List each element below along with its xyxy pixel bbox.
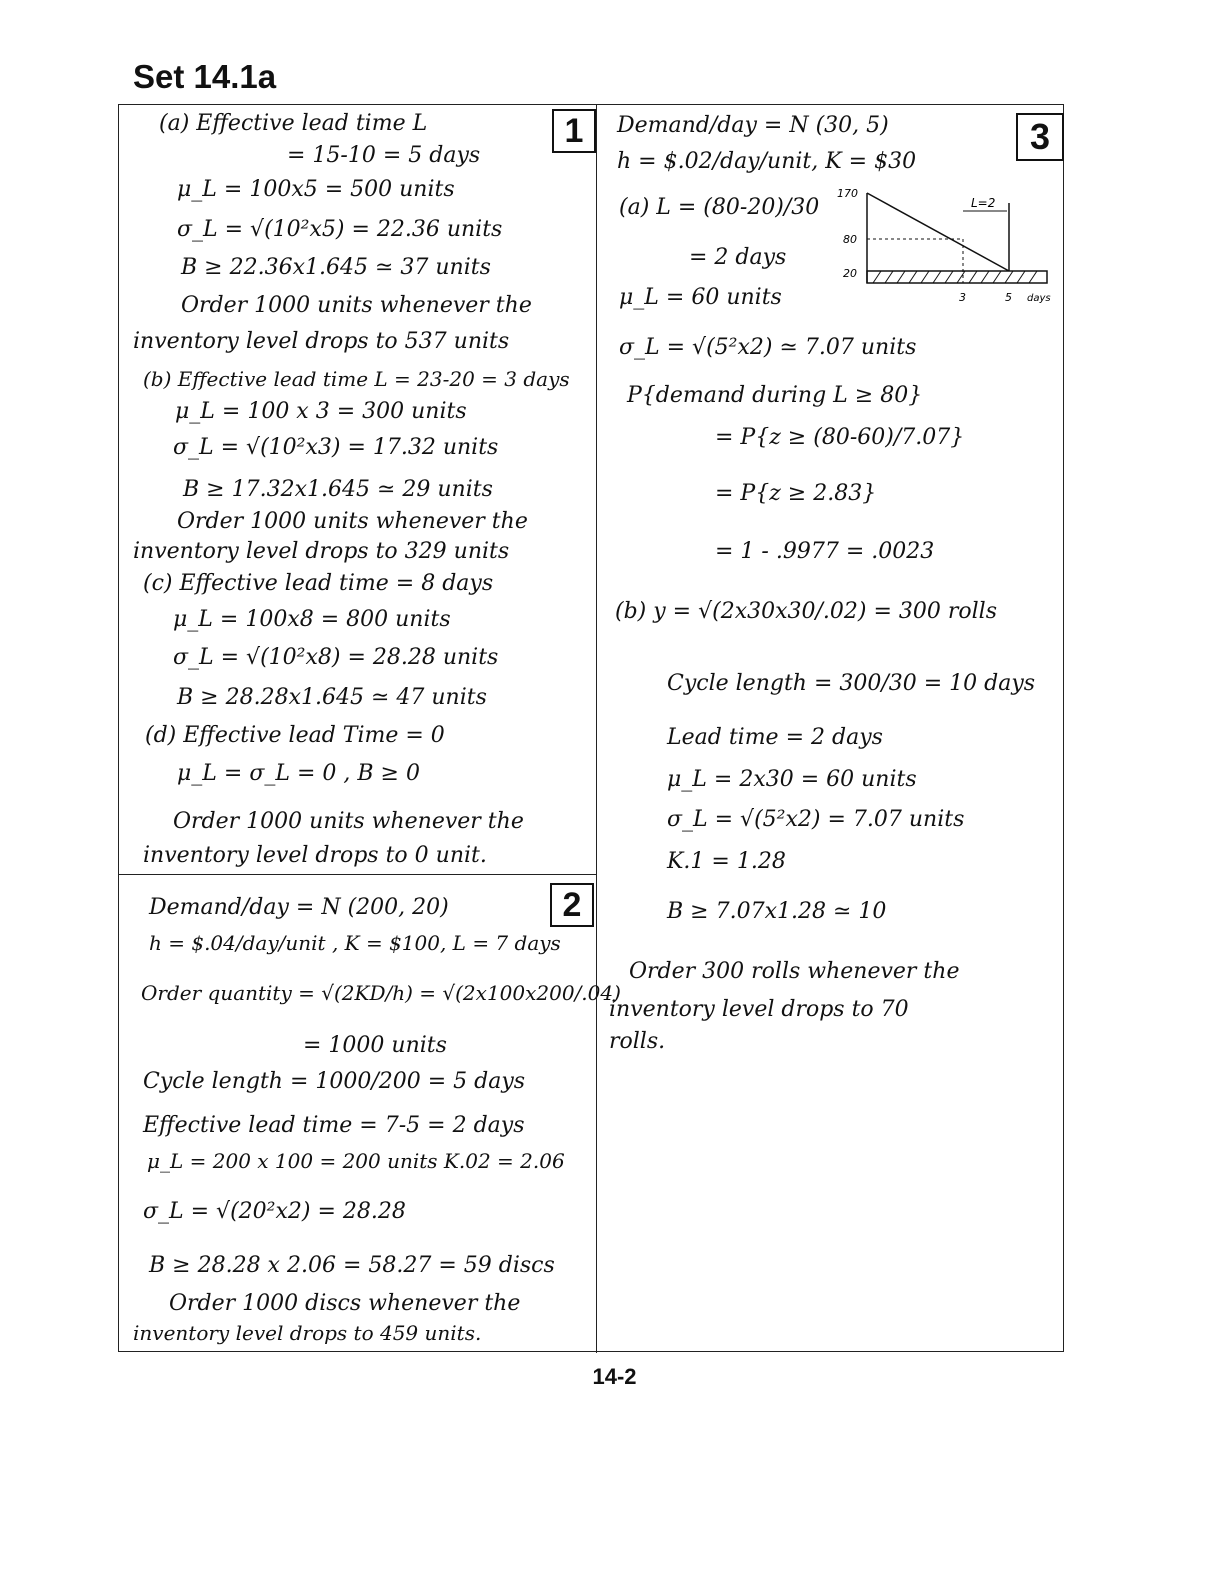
sketch-y-label: 170 <box>837 187 858 200</box>
problem-3-line: B ≥ 7.07x1.28 ≃ 10 <box>667 899 887 924</box>
problem-3-line: Demand/day = N (30, 5) <box>617 113 889 138</box>
problem-2-line: Effective lead time = 7-5 = 2 days <box>143 1113 525 1138</box>
sketch-x-label: days <box>1027 293 1051 304</box>
page-title: Set 14.1a <box>133 58 277 95</box>
problem-3-number-box: 3 <box>1016 113 1064 161</box>
problem-1-line: B ≥ 22.36x1.645 ≃ 37 units <box>181 255 491 280</box>
safety-stock-band <box>867 271 1047 283</box>
problem-1-line: B ≥ 28.28x1.645 ≃ 47 units <box>177 685 487 710</box>
problem-1-line: inventory level drops to 329 units <box>133 539 510 564</box>
problem-1-line: μ_L = 100x5 = 500 units <box>177 177 455 202</box>
problem-3-line: σ_L = √(5²x2) = 7.07 units <box>667 807 965 832</box>
problem-2-line: B ≥ 28.28 x 2.06 = 58.27 = 59 discs <box>149 1253 555 1278</box>
problem-3-line: rolls. <box>609 1029 666 1054</box>
problem-1-line: μ_L = 100 x 3 = 300 units <box>175 399 467 424</box>
problem-1-line: Order 1000 units whenever the <box>177 509 528 534</box>
problem-3-line: K.1 = 1.28 <box>667 849 786 874</box>
problem-3-line: Order 300 rolls whenever the <box>629 959 960 984</box>
problem-1-line: B ≥ 17.32x1.645 ≃ 29 units <box>183 477 493 502</box>
problem-3-line: = P{z ≥ (80-60)/7.07} <box>715 425 965 450</box>
page-number: 14-2 <box>592 1364 637 1389</box>
problem-1-line: σ_L = √(10²x8) = 28.28 units <box>173 645 499 670</box>
problem-1-line: μ_L = σ_L = 0 , B ≥ 0 <box>177 761 420 786</box>
problem-2-line: μ_L = 200 x 100 = 200 units K.02 = 2.06 <box>147 1149 565 1173</box>
problem-3-line: h = $.02/day/unit, K = $30 <box>617 149 917 174</box>
problem-1-number-box: 1 <box>552 109 596 153</box>
problem-2-line: inventory level drops to 459 units. <box>133 1321 482 1345</box>
problem-3-line: (b) y = √(2x30x30/.02) = 300 rolls <box>615 599 998 624</box>
column-divider <box>596 105 597 1353</box>
problem-3-line: σ_L = √(5²x2) ≃ 7.07 units <box>619 335 917 360</box>
problem-1-line: (b) Effective lead time L = 23-20 = 3 days <box>143 367 570 391</box>
problem-1-line: inventory level drops to 0 unit. <box>143 843 487 868</box>
sketch-y-label: 80 <box>843 233 857 246</box>
problem-2-line: σ_L = √(20²x2) = 28.28 <box>143 1199 406 1224</box>
problem-2-line: Demand/day = N (200, 20) <box>149 895 449 920</box>
problem-3-line: Lead time = 2 days <box>667 725 883 750</box>
sketch-lead-time-label: L=2 <box>971 196 996 210</box>
problem-2-line: h = $.04/day/unit , K = $100, L = 7 days <box>149 931 561 955</box>
problem-2-number-box: 2 <box>550 883 594 927</box>
problem-1-line: Order 1000 units whenever the <box>181 293 532 318</box>
inventory-sketch <box>827 183 1063 313</box>
problem-2-line: Cycle length = 1000/200 = 5 days <box>143 1069 526 1094</box>
problem-1-line: (c) Effective lead time = 8 days <box>143 571 494 596</box>
problem-1-line: (a) Effective lead time L <box>159 111 428 136</box>
problem-1-line: Order 1000 units whenever the <box>173 809 524 834</box>
problem-1-line: = 15-10 = 5 days <box>287 143 481 168</box>
sketch-y-label: 20 <box>843 267 857 280</box>
problem-2-line: Order 1000 discs whenever the <box>169 1291 521 1316</box>
problem-1-line: μ_L = 100x8 = 800 units <box>173 607 451 632</box>
problem-3-line: = 1 - .9977 = .0023 <box>715 539 935 564</box>
problem-2-line: Order quantity = √(2KD/h) = √(2x100x200/.04) <box>141 981 621 1005</box>
problem-3-line: μ_L = 60 units <box>619 285 782 310</box>
problem-3-line: = 2 days <box>689 245 787 270</box>
problem-2-line: = 1000 units <box>303 1033 447 1058</box>
section-divider <box>119 874 596 875</box>
problem-3-line: Cycle length = 300/30 = 10 days <box>667 671 1036 696</box>
problem-3-line: (a) L = (80-20)/30 <box>619 195 820 220</box>
solution-sheet <box>118 104 1064 1352</box>
safety-stock-hatching <box>873 271 1037 283</box>
problem-3-line: μ_L = 2x30 = 60 units <box>667 767 917 792</box>
problem-1-line: σ_L = √(10²x5) = 22.36 units <box>177 217 503 242</box>
problem-1-line: σ_L = √(10²x3) = 17.32 units <box>173 435 499 460</box>
problem-1-line: inventory level drops to 537 units <box>133 329 510 354</box>
problem-3-line: = P{z ≥ 2.83} <box>715 481 877 506</box>
problem-1-line: (d) Effective lead Time = 0 <box>145 723 445 748</box>
sketch-x-label: 5 <box>1005 291 1012 304</box>
problem-3-line: P{demand during L ≥ 80} <box>627 383 923 408</box>
problem-3-line: inventory level drops to 70 <box>609 997 909 1022</box>
sketch-x-label: 3 <box>959 291 966 304</box>
